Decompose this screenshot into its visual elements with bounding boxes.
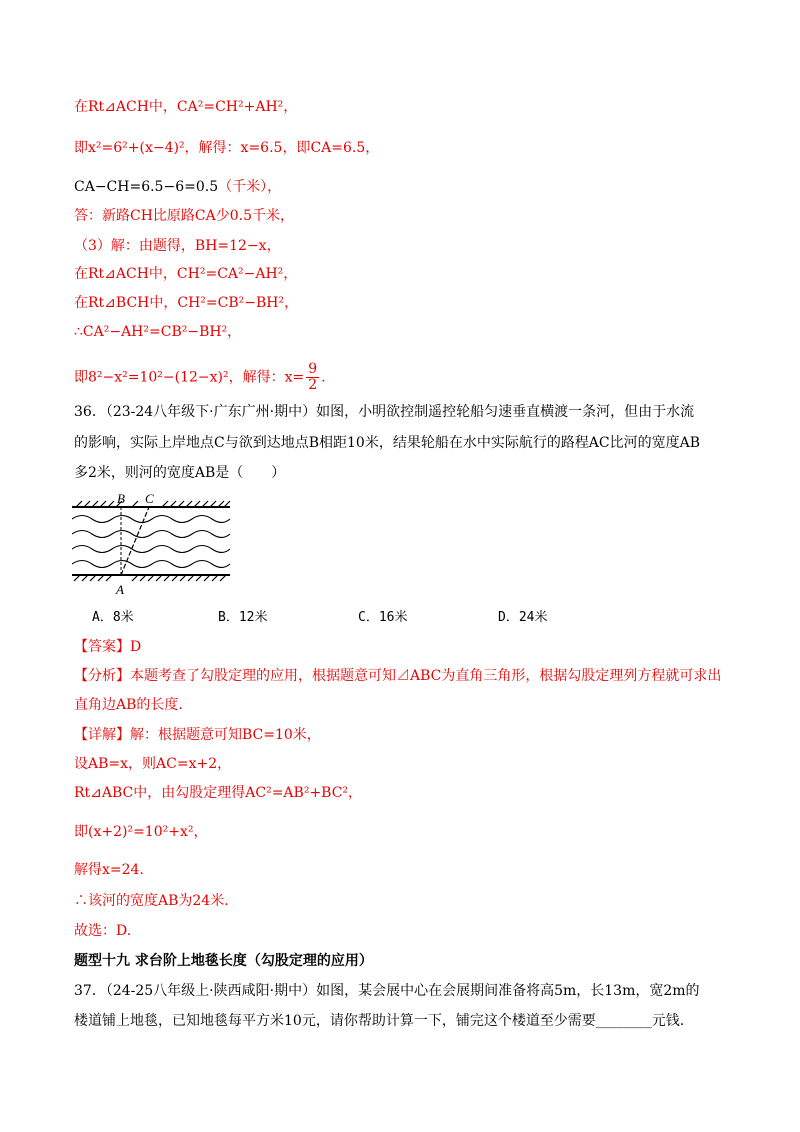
label-a: A (116, 582, 124, 597)
detail-tag: 【详解】 (74, 727, 130, 743)
answer-line: 【答案】D (74, 639, 142, 655)
question-text: 36．（23-24八年级下·广东广州·期中）如图，小明欲控制遥控轮船匀速垂直横渡一条河，但由于水流 (74, 404, 695, 420)
solution-line: 即x²=6²+(x−4)²，解得：x=6.5，即CA=6.5， (74, 140, 380, 156)
answer-options (92, 608, 547, 628)
label-b: B (117, 491, 125, 506)
detail-line: 故选：D. (74, 923, 132, 939)
solution-line: ∴CA²−AH²=CB²−BH²， (74, 324, 242, 340)
water-waves (72, 516, 230, 568)
detail-line: 即(x+2)²=10²+x²， (74, 824, 208, 840)
solution-line: 在Rt⊿ACH中，CA²=CH²+AH²， (74, 99, 298, 115)
river-figure (72, 490, 232, 600)
solution-line: 在Rt⊿ACH中，CH²=CA²−AH²， (74, 266, 298, 282)
option-c: C．16米 (358, 610, 408, 625)
equation-text: 即8²−x²=10²−(12−x)²，解得：x= (74, 369, 305, 386)
question-text: 楼道铺上地毯，已知地毯每平方米10元，请你帮助计算一下，铺完这个楼道至少需要________元钱. (74, 1013, 685, 1029)
segment-ac (121, 507, 149, 575)
label-c: C (145, 491, 154, 506)
solution-line (74, 362, 326, 393)
solution-line: 在Rt⊿BCH中，CH²=CB²−BH²， (74, 295, 299, 311)
detail-line: ∴该河的宽度AB为24米. (74, 893, 229, 909)
equation-text: CA−CH=6.5−6=0.5 (74, 179, 219, 195)
detail-text: 解：根据题意可知BC=10米， (130, 727, 321, 743)
detail-line: Rt⊿ABC中，由勾股定理得AC²=AB²+BC²， (74, 785, 363, 801)
fraction (306, 362, 319, 393)
detail-line: 设AB=x，则AC=x+2， (74, 756, 232, 772)
answer-line: 答：新路CH比原路CA少0.5千米， (74, 208, 295, 224)
question-text: 的影响，实际上岸地点C与欲到达地点B相距10米，结果轮船在水中实际航行的路程AC比河的宽度AB (74, 435, 701, 451)
solution-line: （3）解：由题得，BH=12−x， (74, 238, 281, 254)
question-text: 37．（24-25八年级上·陕西咸阳·期中）如图，某会展中心在会展期间准备将高5m，长13m，宽2m的 (74, 983, 700, 999)
fraction-numerator: 9 (308, 361, 318, 377)
question-text: 多2米，则河的宽度AB是（ ） (74, 465, 286, 481)
option-d: D．24米 (498, 610, 548, 625)
period: . (321, 369, 326, 386)
detail-line (74, 725, 321, 745)
analysis-line: 【分析】本题考查了勾股定理的应用，根据题意可知⊿ABC为直角三角形，根据勾股定理列方程就可求出 (74, 668, 722, 684)
unit-text: （千米）， (218, 179, 282, 195)
option-a: A．8米 (92, 610, 134, 625)
option-b: B．12米 (218, 610, 268, 625)
solution-line (74, 177, 281, 197)
section-title: 题型十九 求台阶上地毯长度（勾股定理的应用） (74, 953, 373, 969)
analysis-line: 直角边AB的长度. (74, 697, 183, 713)
detail-line: 解得x=24． (74, 862, 154, 878)
fraction-denominator: 2 (308, 377, 318, 393)
